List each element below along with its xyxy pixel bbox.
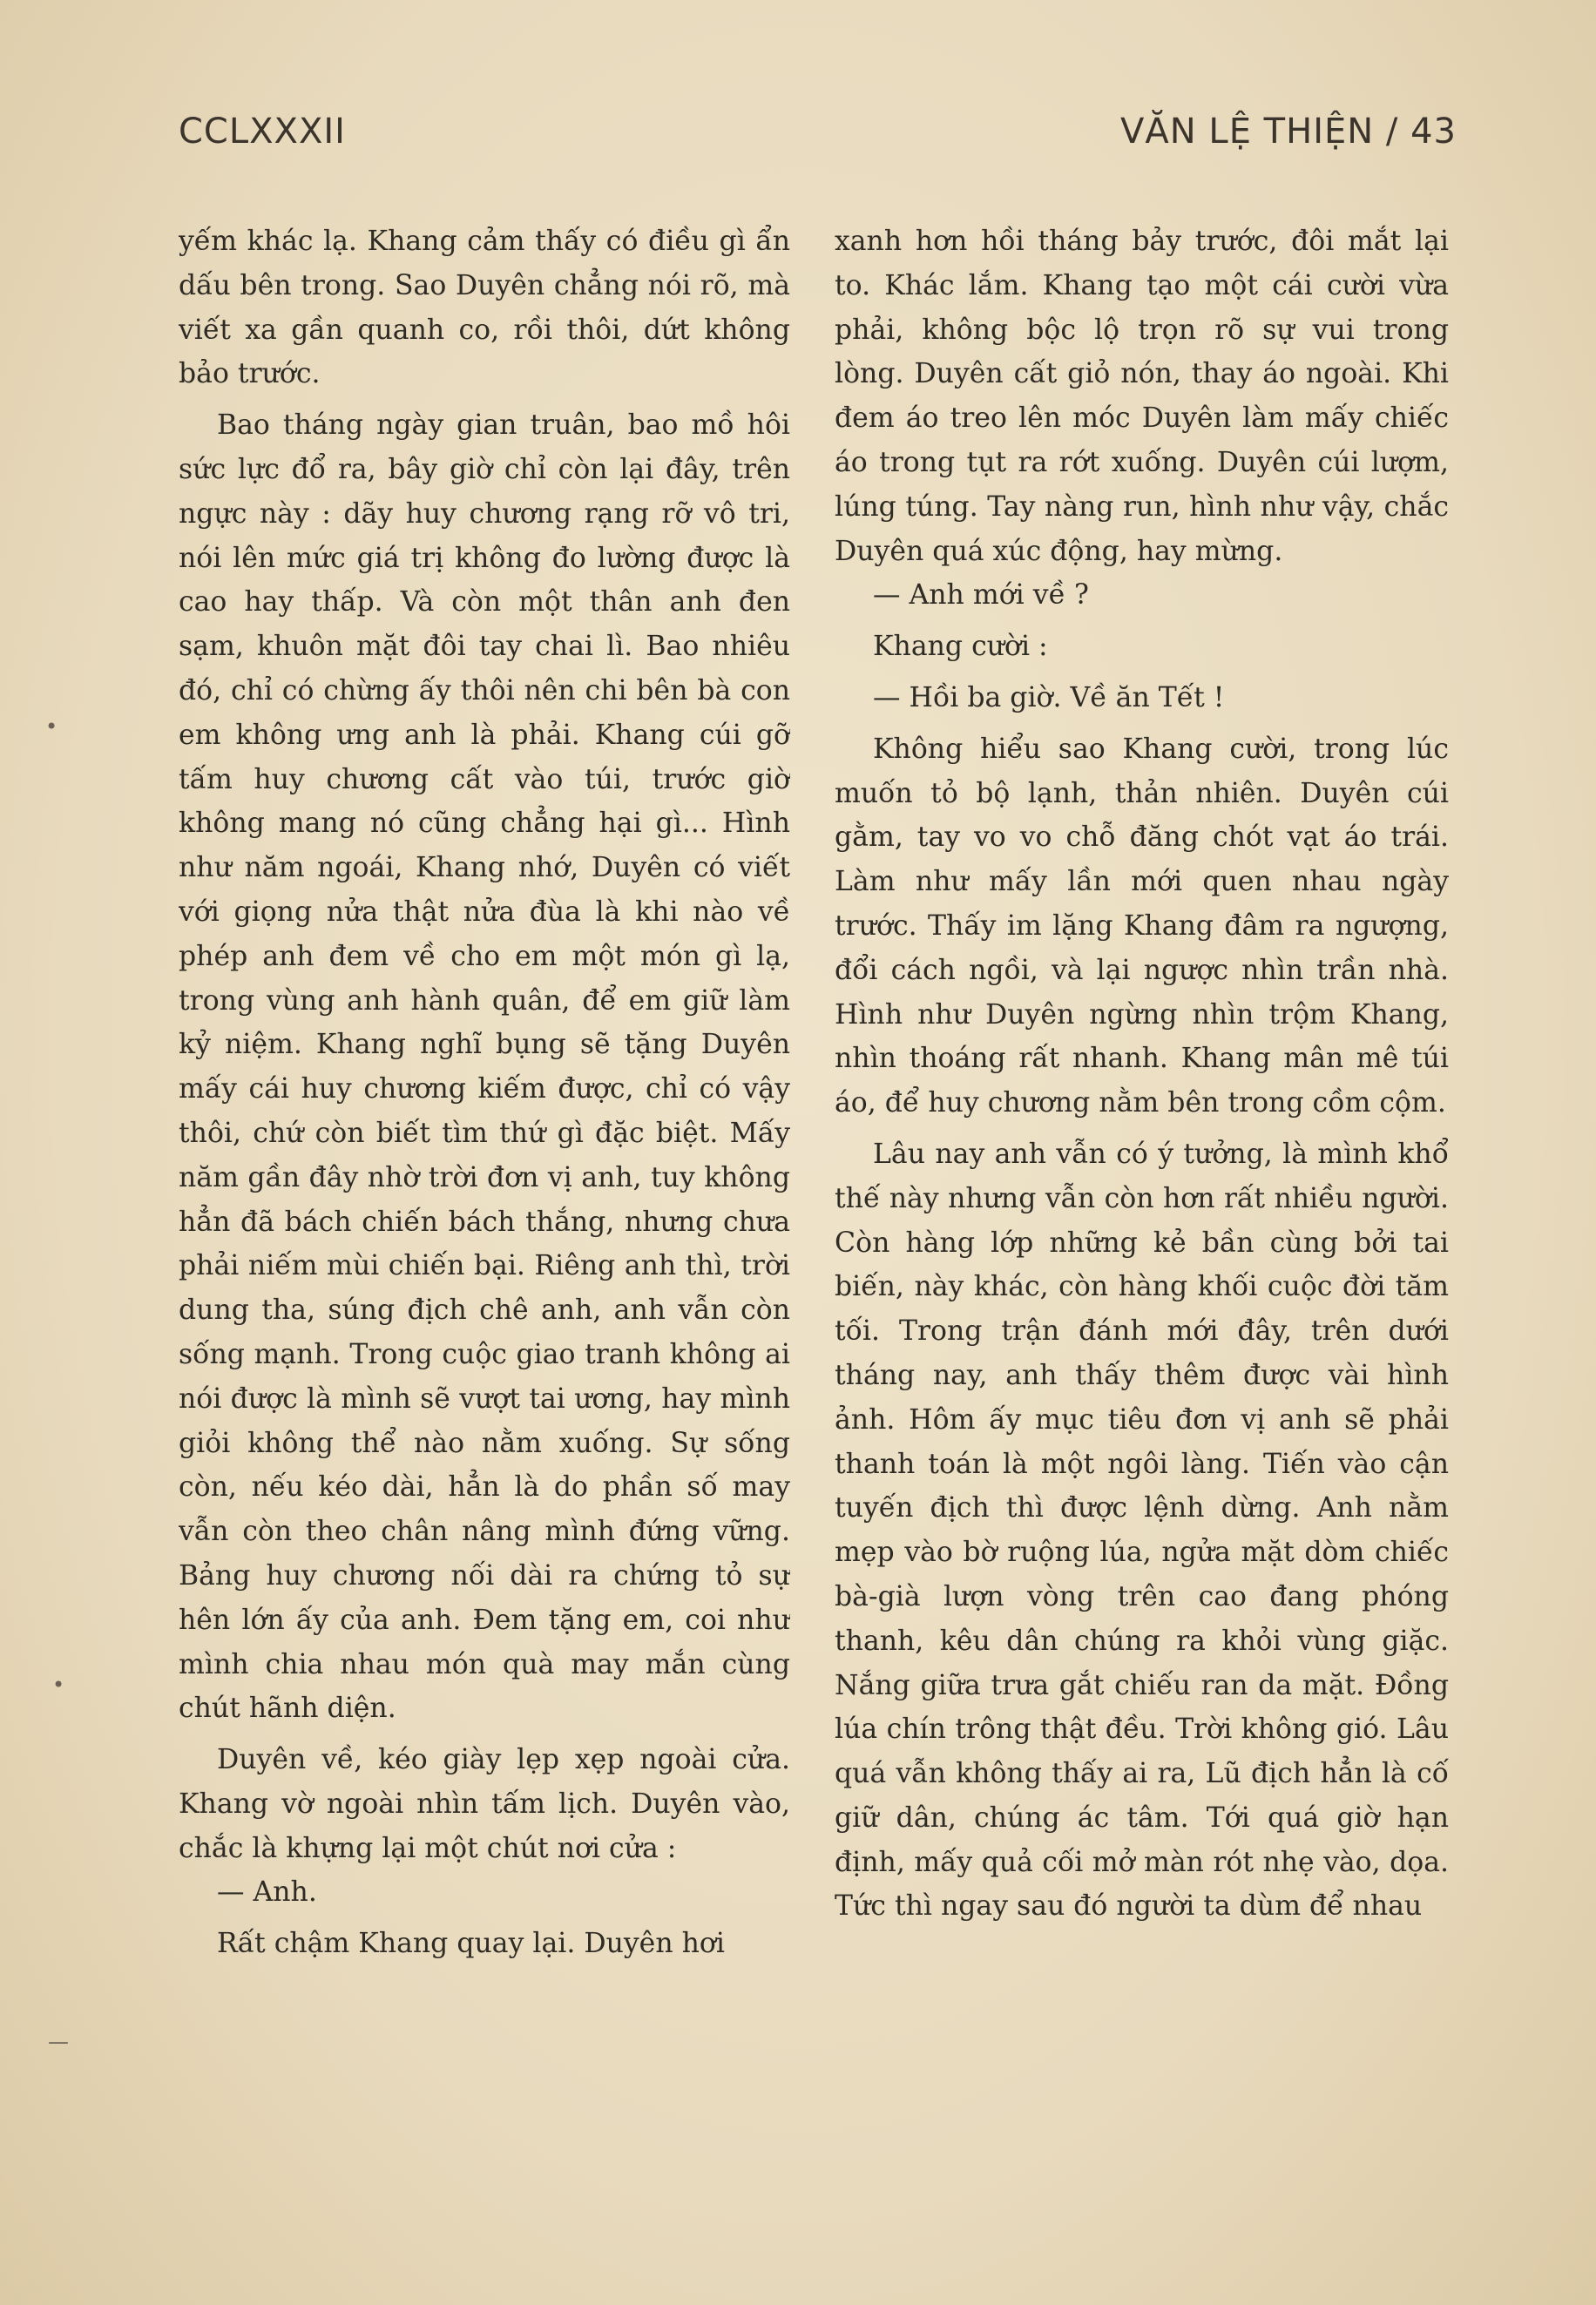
paragraph: — Anh. xyxy=(217,1876,317,1909)
paragraph: Lâu nay anh vẫn có ý tưởng, là mình khổ thế này nhưng vẫn còn hơn rất nhiều người. Còn hàng lớp những kẻ bần cùng bởi tai biến, này khác, còn hàng khối cuộc đời tăm tối. Trong trận đánh mới đây, trên dưới tháng nay, anh thấy thêm được vài hình ảnh. Hôm ấy mục tiêu đơn vị anh sẽ phải thanh toán là một ngôi làng. Tiến vào cận tuyến địch thì được lệnh dừng. Anh nằm mẹp vào bờ ruộng lúa, ngửa mặt dòm chiếc bà-già lượn vòng trên cao đang phóng thanh, kêu dân chúng ra khỏi vùng giặc. Nắng giữa trưa gắt chiếu ran da mặt. Đồng lúa chín trông thật đều. Trời không gió. Lâu quá vẫn không thấy ai ra, Lũ địch hẳn là cố giữ dân, chúng ác tâm. Tới quá giờ hạn định, mấy quả cối mở màn rót nhẹ vào, dọa. Tức thì ngay sau đó người ta dùm để nhau xyxy=(835,1138,1449,1923)
paragraph: yếm khác lạ. Khang cảm thấy có điều gì ẩn dấu bên trong. Sao Duyên chẳng nói rõ, mà viết xa gần quanh co, rồi thôi, dứt không bảo trước. xyxy=(179,226,790,390)
left-column xyxy=(179,220,790,2136)
paragraph: Rất chậm Khang quay lại. Duyên hơi xyxy=(217,1928,725,1960)
margin-mark: — xyxy=(48,2030,69,2054)
author-page-number: VĂN LỆ THIỆN / 43 xyxy=(1120,112,1457,152)
paragraph: — Hồi ba giờ. Về ăn Tết ! xyxy=(873,681,1225,713)
chapter-number: CCLXXXII xyxy=(179,112,346,152)
paragraph: — Anh mới về ? xyxy=(873,579,1089,612)
paragraph: Không hiểu sao Khang cười, trong lúc muốn tỏ bộ lạnh, thản nhiên. Duyên cúi gằm, tay vo vo chỗ đăng chót vạt áo trái. Làm như mấy lần mới quen nhau ngày trước. Thấy im lặng Khang đâm ra ngượng, đổi cách ngồi, và lại ngược nhìn trần nhà. Hình như Duyên ngừng nhìn trộm Khang, nhìn thoáng rất nhanh. Khang mân mê túi áo, để huy chương nằm bên trong cồm cộm. xyxy=(835,733,1449,1119)
page-header xyxy=(179,112,1457,164)
paragraph: xanh hơn hồi tháng bảy trước, đôi mắt lại to. Khác lắm. Khang tạo một cái cười vừa phải, không bộc lộ trọn rõ sự vui trong lòng. Duyên cất giỏ nón, thay áo ngoài. Khi đem áo treo lên móc Duyên làm mấy chiếc áo trong tụt ra rớt xuống. Duyên cúi lượm, lúng túng. Tay nàng run, hình như vậy, chắc Duyên quá xúc động, hay mừng. xyxy=(835,226,1449,567)
right-column xyxy=(835,220,1449,2136)
margin-mark: • xyxy=(52,1673,65,1697)
paragraph: Khang cười : xyxy=(873,631,1048,663)
margin-mark: • xyxy=(45,714,58,739)
paragraph: Bao tháng ngày gian truân, bao mồ hôi sức lực đổ ra, bây giờ chỉ còn lại đây, trên ngực này : dãy huy chương rạng rỡ vô tri, nói lên mức giá trị không đo lường được là cao hay thấp. Và còn một thân anh đen sạm, khuôn mặt đôi tay chai lì. Bao nhiêu đó, chỉ có chừng ấy thôi nên chi bên bà con em không ưng anh là phải. Khang cúi gỡ tấm huy chương cất vào túi, trước giờ không mang nó cũng chẳng hại gì... Hình như năm ngoái, Khang nhớ, Duyên có viết với giọng nửa thật nửa đùa là khi nào về phép anh đem về cho em một món gì lạ, trong vùng anh hành quân, để em giữ làm kỷ niệm. Khang nghĩ bụng sẽ tặng Duyên mấy cái huy chương kiếm được, chỉ có vậy thôi, chứ còn biết tìm thứ gì đặc biệt. Mấy năm gần đây nhờ trời đơn vị anh, tuy không hẳn đã bách chiến bách thắng, nhưng chưa phải niếm mùi chiến bại. Riêng anh thì, trời dung tha, súng địch chê anh, anh vẫn còn sống mạnh. Trong cuộc giao tranh không ai nói được là mình sẽ vượt tai ương, hay mình giỏi không thể nào nằm xuống. Sự sống còn, nếu kéo dài, hẳn là do phần số may vẫn còn theo chân nâng mình đứng vững. Bảng huy chương nối dài ra chứng tỏ sự hên lớn ấy của anh. Đem tặng em, coi như mình chia nhau món quà may mắn cùng chút hãnh diện. xyxy=(179,409,790,1725)
paragraph: Duyên về, kéo giày lẹp xẹp ngoài cửa. Khang vờ ngoài nhìn tấm lịch. Duyên vào, chắc là khựng lại một chút nơi cửa : xyxy=(179,1744,790,1864)
